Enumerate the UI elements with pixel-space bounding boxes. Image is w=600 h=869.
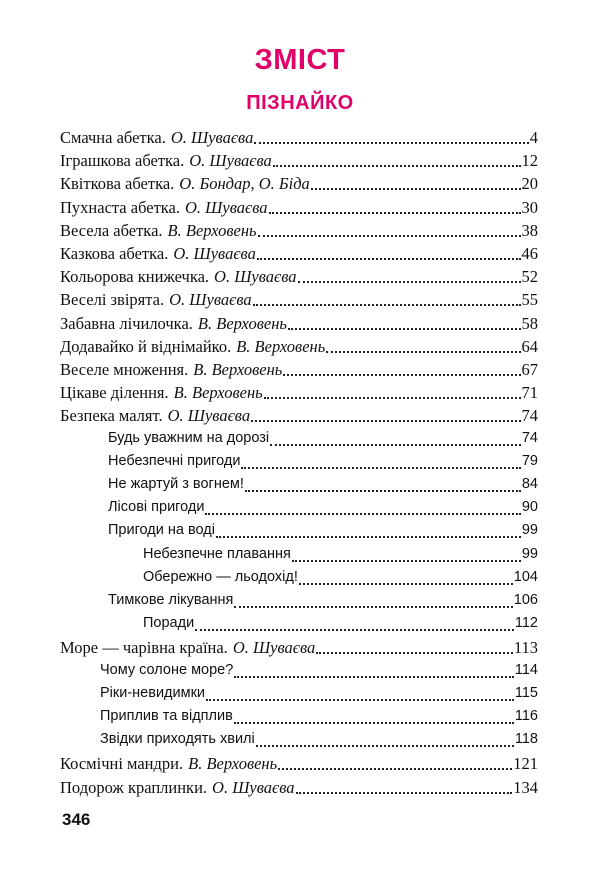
toc-entry-author: В. Верховень [236, 337, 326, 356]
dot-leader [296, 792, 513, 794]
toc-entry-author: В. Верховень [197, 314, 287, 333]
toc-entry-author: О. Шуваєва [170, 128, 254, 147]
toc-entry[interactable] [108, 499, 538, 521]
toc-entry-author: В. Верховень [188, 754, 278, 773]
toc-entry[interactable] [60, 244, 538, 266]
toc-entry-author: О. Шуваєва [167, 406, 251, 425]
dot-leader [264, 397, 521, 399]
toc-entry[interactable] [60, 360, 538, 382]
toc-entry-title: Море — чарівна країна. [60, 638, 228, 657]
toc-entry-title: Веселі звірята. [60, 290, 165, 309]
dot-leader [251, 420, 520, 422]
toc-entry-title: Ріки-невидимки [100, 685, 206, 701]
toc-entry-title: Пригоди на воді [108, 522, 215, 538]
toc-entry-page: 71 [521, 383, 538, 402]
dot-leader [299, 583, 513, 585]
toc-entry-author: В. Верховень [193, 360, 283, 379]
toc-entry-title: Весела абетка. [60, 221, 163, 240]
toc-entry-page: 116 [514, 708, 538, 724]
dot-leader [273, 165, 521, 167]
toc-entry[interactable] [100, 662, 538, 684]
toc-entry[interactable] [60, 314, 538, 336]
toc-entry-page: 99 [521, 522, 538, 538]
toc-entry[interactable] [108, 430, 538, 452]
toc-entry[interactable] [60, 174, 538, 196]
dot-leader [234, 676, 514, 678]
dot-leader [258, 235, 521, 237]
toc-entry-author: О. Шуваєва [232, 638, 316, 657]
toc-entry-page: 115 [514, 685, 538, 701]
toc-entry-title: Пухнаста абетка. [60, 198, 181, 217]
toc-entry-title: Звідки приходять хвилі [100, 731, 255, 747]
toc-entry-page: 52 [521, 267, 538, 286]
toc-entry[interactable] [60, 383, 538, 405]
toc-entry-page: 90 [521, 499, 538, 515]
dot-leader [292, 560, 521, 562]
dot-leader [245, 490, 521, 492]
dot-leader [288, 328, 521, 330]
toc-entry[interactable] [143, 569, 538, 591]
toc-entry-author: О. Бондар, О. Біда [179, 174, 310, 193]
dot-leader [254, 142, 528, 144]
toc-entry-page: 64 [521, 337, 538, 356]
toc-entry-author: О. Шуваєва [214, 267, 297, 286]
toc-entry-page: 30 [521, 198, 538, 217]
toc-entry-title: Веселе множення. [60, 360, 189, 379]
toc-entry[interactable] [60, 290, 538, 312]
toc-entry-title: Приплив та відплив [100, 708, 233, 724]
toc-entry[interactable] [143, 546, 538, 568]
toc-entry-page: 46 [521, 244, 538, 263]
toc-entry[interactable] [60, 778, 538, 800]
toc-entry-page: 84 [521, 476, 538, 492]
toc-entry[interactable] [108, 476, 538, 498]
toc-entry-title: Безпека малят. [60, 406, 163, 425]
toc-entry-page: 106 [513, 592, 538, 608]
toc-entry-author: В. Верховень [173, 383, 263, 402]
toc-entry-page: 67 [521, 360, 538, 379]
toc-entry-title: Лісові пригоди [108, 499, 205, 515]
toc-entry[interactable] [108, 453, 538, 475]
toc-entry-page: 74 [521, 406, 538, 425]
toc-entry-author: В. Верховень [167, 221, 257, 240]
toc-entry[interactable] [60, 198, 538, 220]
toc-entry-author: О. Шуваєва [169, 290, 252, 309]
toc-entry-page: 79 [521, 453, 538, 469]
toc-entry[interactable] [60, 754, 538, 776]
toc-entry-page: 114 [514, 662, 538, 678]
toc-entry-title: Квіткова абетка. [60, 174, 175, 193]
toc-entry-title: Кольорова книжечка. [60, 267, 210, 286]
toc-entry-page: 20 [521, 174, 538, 193]
dot-leader [298, 281, 521, 283]
toc-entry-page: 118 [514, 731, 538, 747]
section-title: ПІЗНАЙКО [246, 92, 354, 114]
toc-entry-page: 12 [521, 151, 538, 170]
toc-entry[interactable] [100, 731, 538, 753]
dot-leader [278, 768, 512, 770]
toc-entry-page: 99 [521, 546, 538, 562]
page-number: 346 [62, 810, 91, 829]
dot-leader [216, 536, 521, 538]
toc-entry[interactable] [60, 406, 538, 428]
toc-entry[interactable] [100, 708, 538, 730]
page-title: ЗМІСТ [254, 44, 346, 76]
toc-entry-title: Небезпечні пригоди [108, 453, 241, 469]
toc-entry-author: О. Шуваєва [212, 778, 295, 797]
toc-entry[interactable] [60, 337, 538, 359]
toc-entry-title: Забавна лічилочка. [60, 314, 193, 333]
toc-entry-page: 74 [521, 430, 538, 446]
dot-leader [311, 188, 521, 190]
toc-entry-title: Додавайко й віднімайко. [60, 337, 232, 356]
toc-entry-page: 38 [521, 221, 538, 240]
toc-entry-title: Космічні мандри. [60, 754, 184, 773]
toc-entry-title: Будь уважним на дорозі [108, 430, 270, 446]
toc-entry-page: 113 [513, 638, 538, 657]
toc-entry[interactable] [108, 592, 538, 614]
toc-entry-page: 112 [514, 615, 538, 631]
dot-leader [205, 513, 520, 515]
dot-leader [206, 699, 514, 701]
dot-leader [326, 351, 520, 353]
toc-entry-title: Казкова абетка. [60, 244, 169, 263]
toc-entry-title: Не жартуй з вогнем! [108, 476, 244, 492]
dot-leader [195, 629, 514, 631]
toc-entry[interactable] [108, 522, 538, 544]
toc-entry-author: О. Шуваєва [185, 198, 268, 217]
toc-entry[interactable] [60, 267, 538, 289]
toc-entry-page: 104 [513, 569, 538, 585]
toc-entry-title: Цікаве ділення. [60, 383, 169, 402]
dot-leader [269, 212, 521, 214]
toc-entry-title: Смачна абетка. [60, 128, 166, 147]
toc-entry-title: Обережно — льодохід! [143, 569, 298, 585]
toc-entry-page: 121 [513, 754, 538, 773]
toc-entry-title: Поради [143, 615, 195, 631]
toc-entry-title: Тимкове лікування [108, 592, 234, 608]
dot-leader [257, 258, 521, 260]
dot-leader [256, 745, 514, 747]
toc-entry[interactable] [143, 615, 538, 637]
toc-entry-title: Чому солоне море? [100, 662, 234, 678]
dot-leader [283, 374, 520, 376]
toc-entry-title: Подорож краплинки. [60, 778, 208, 797]
toc-entry-author: О. Шуваєва [189, 151, 272, 170]
dot-leader [316, 652, 513, 654]
toc-entry[interactable] [60, 638, 538, 660]
toc-entry-page: 4 [529, 128, 538, 147]
dot-leader [270, 444, 521, 446]
toc-entry-author: О. Шуваєва [173, 244, 256, 263]
toc-entry-title: Небезпечне плавання [143, 546, 291, 562]
dot-leader [234, 606, 512, 608]
toc-entry[interactable] [60, 128, 538, 150]
toc-entry-page: 58 [521, 314, 538, 333]
toc-entry[interactable] [100, 685, 538, 707]
dot-leader [234, 722, 514, 724]
toc-entry-page: 134 [513, 778, 538, 797]
dot-leader [241, 467, 520, 469]
toc-entry[interactable] [60, 151, 538, 173]
toc-entry[interactable] [60, 221, 538, 243]
toc-entry-page: 55 [521, 290, 538, 309]
toc-entry-title: Іграшкова абетка. [60, 151, 185, 170]
dot-leader [253, 304, 521, 306]
